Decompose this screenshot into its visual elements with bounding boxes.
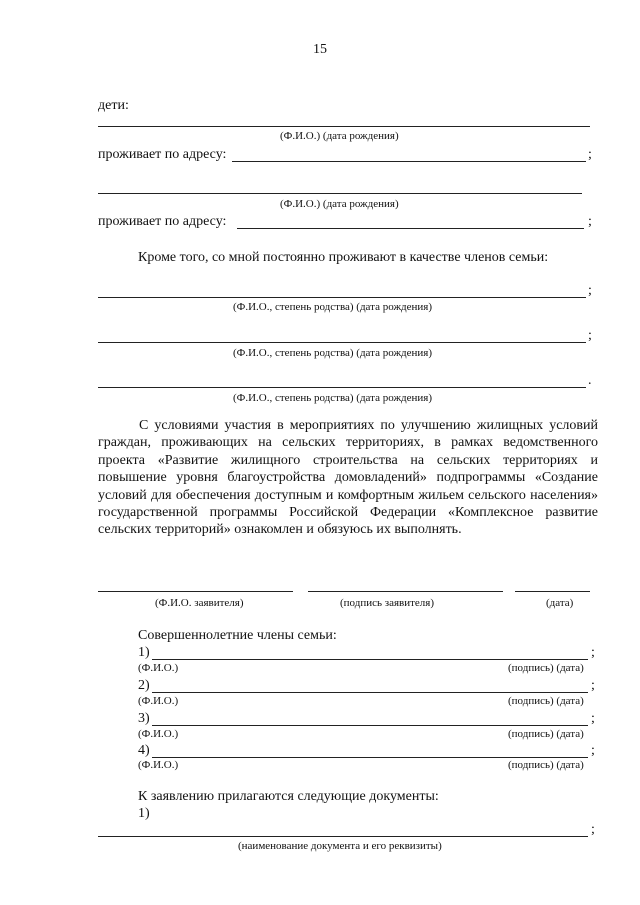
adult-member-2-name-caption: (Ф.И.О.)	[138, 695, 179, 707]
adult-member-3-sign-caption: (подпись) (дата)	[508, 728, 584, 740]
documents-heading: К заявлению прилагаются следующие документы:	[138, 789, 439, 804]
adult-member-1-sign-caption: (подпись) (дата)	[508, 662, 584, 674]
household-member-1-end: ;	[588, 283, 592, 298]
adult-member-1-number: 1)	[138, 645, 150, 660]
household-member-2-line[interactable]	[98, 342, 586, 343]
child-2-address-semicolon: ;	[588, 214, 592, 229]
adult-member-2-sign-caption: (подпись) (дата)	[508, 695, 584, 707]
adult-member-4-end: ;	[591, 743, 595, 758]
applicant-name-line[interactable]	[98, 591, 293, 592]
applicant-signature-caption: (подпись заявителя)	[340, 597, 435, 609]
child-1-name-line[interactable]	[98, 126, 590, 127]
document-1-line[interactable]	[98, 836, 588, 837]
adult-member-2-end: ;	[591, 678, 595, 693]
applicant-date-line[interactable]	[515, 591, 590, 592]
household-member-3-end: .	[588, 373, 592, 388]
adult-members-heading: Совершеннолетние члены семьи:	[138, 628, 337, 643]
child-1-caption: (Ф.И.О.) (дата рождения)	[280, 130, 399, 142]
child-1-address-semicolon: ;	[588, 147, 592, 162]
adult-member-2-line[interactable]	[152, 692, 588, 693]
adult-member-1-line[interactable]	[152, 659, 588, 660]
children-heading: дети:	[98, 98, 129, 113]
applicant-name-caption: (Ф.И.О. заявителя)	[155, 597, 244, 609]
adult-member-4-line[interactable]	[152, 757, 588, 758]
adult-member-2-number: 2)	[138, 678, 150, 693]
document-1-number: 1)	[138, 806, 150, 821]
child-2-address-label: проживает по адресу:	[98, 214, 227, 229]
child-2-name-line[interactable]	[98, 193, 582, 194]
adult-member-3-name-caption: (Ф.И.О.)	[138, 728, 179, 740]
child-2-address-line[interactable]	[237, 228, 584, 229]
applicant-date-caption: (дата)	[546, 597, 574, 609]
document-1-end: ;	[591, 822, 595, 837]
adult-member-4-number: 4)	[138, 743, 150, 758]
adult-member-3-line[interactable]	[152, 725, 588, 726]
conditions-paragraph	[98, 417, 598, 539]
adult-member-3-end: ;	[591, 711, 595, 726]
household-intro: Кроме того, со мной постоянно проживают в качестве членов семьи:	[138, 250, 549, 265]
page-number: 15	[313, 42, 327, 57]
household-member-3-line[interactable]	[98, 387, 586, 388]
household-member-2-caption: (Ф.И.О., степень родства) (дата рождения)	[233, 347, 433, 359]
conditions-paragraph-text: С условиями участия в мероприятиях по улучшению жилищных условий граждан, проживающих на сельских территориях, в рамках ведомственного проекта «Развитие жилищного строительства на сельских территориях и повышение уровня благоустройства домовладений» подпрограммы «Создание условий для обеспечения доступным и комфортным жильем сельского населения» государственной программы Российской Федерации «Комплексное развитие сельских территорий» ознакомлен и обязуюсь их выполнять.	[98, 418, 598, 538]
household-member-1-line[interactable]	[98, 297, 586, 298]
household-member-2-end: ;	[588, 328, 592, 343]
document-1-caption: (наименование документа и его реквизиты)	[238, 840, 442, 852]
household-member-1-caption: (Ф.И.О., степень родства) (дата рождения)	[233, 301, 433, 313]
applicant-signature-line[interactable]	[308, 591, 503, 592]
adult-member-4-name-caption: (Ф.И.О.)	[138, 759, 179, 771]
child-1-address-label: проживает по адресу:	[98, 147, 227, 162]
adult-member-4-sign-caption: (подпись) (дата)	[508, 759, 584, 771]
child-1-address-line[interactable]	[232, 161, 586, 162]
adult-member-1-name-caption: (Ф.И.О.)	[138, 662, 179, 674]
child-2-caption: (Ф.И.О.) (дата рождения)	[280, 198, 399, 210]
household-member-3-caption: (Ф.И.О., степень родства) (дата рождения)	[233, 392, 433, 404]
adult-member-3-number: 3)	[138, 711, 150, 726]
adult-member-1-end: ;	[591, 645, 595, 660]
